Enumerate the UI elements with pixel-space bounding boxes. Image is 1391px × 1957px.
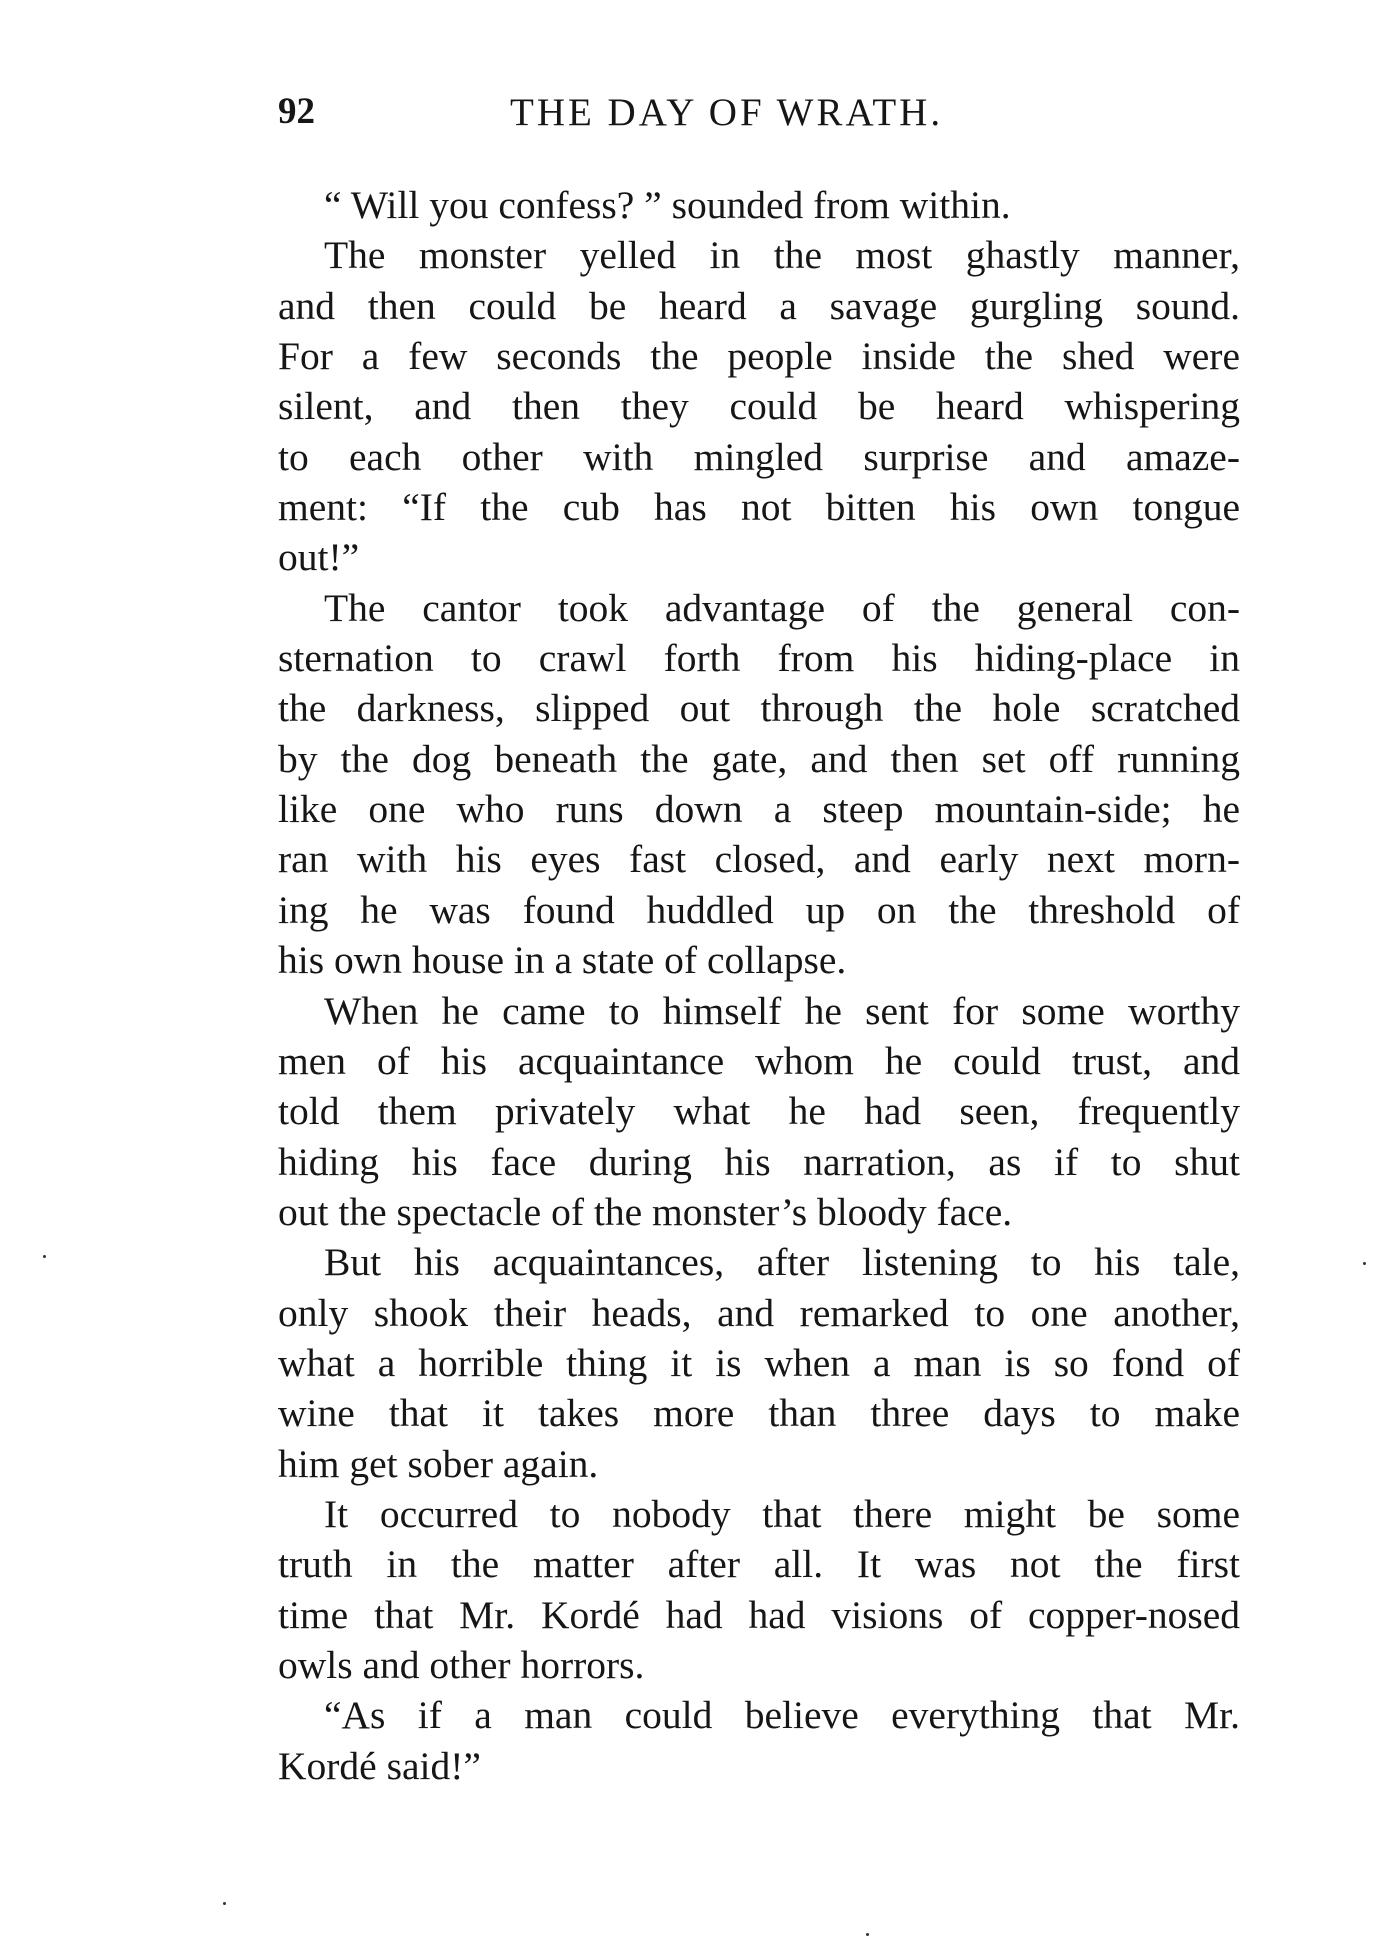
text-line: sternation to crawl forth from his hiding-place in (278, 636, 1240, 681)
text-line: ing he was found huddled up on the threshold of (278, 887, 1240, 932)
text-line: silent, and then they could be heard whispering (278, 384, 1240, 429)
text-line: and then could be heard a savage gurgling sound. (278, 283, 1240, 328)
running-head (278, 90, 1238, 142)
text-line: It occurred to nobody that there might be some (324, 1491, 1240, 1536)
text-line: The monster yelled in the most ghastly manner, (324, 233, 1240, 278)
page-number: 92 (278, 91, 315, 132)
text-line: out the spectacle of the monster’s bloody face. (278, 1189, 1013, 1234)
text-line: But his acquaintances, after listening to his tale, (324, 1240, 1240, 1285)
scan-speck (866, 1933, 869, 1936)
text-line: For a few seconds the people inside the shed were (278, 334, 1240, 379)
text-line: truth in the matter after all. It was not the first (278, 1542, 1240, 1587)
running-title: THE DAY OF WRATH. (510, 91, 944, 134)
text-line: what a horrible thing it is when a man is so fond of (278, 1340, 1240, 1385)
text-line: him get sober again. (278, 1441, 599, 1486)
scan-speck (223, 1902, 226, 1905)
text-line: The cantor took advantage of the general con- (324, 585, 1240, 630)
text-line: wine that it takes more than three days to make (278, 1391, 1240, 1436)
body-text (278, 180, 1240, 1791)
text-line: only shook their heads, and remarked to one another, (278, 1290, 1240, 1335)
text-line: ment: “If the cub has not bitten his own tongue (278, 485, 1240, 530)
text-line: “ Will you confess? ” sounded from within. (324, 183, 1011, 227)
scan-speck (43, 1255, 46, 1258)
text-line: When he came to himself he sent for some worthy (324, 988, 1240, 1033)
text-line: to each other with mingled surprise and amaze- (278, 434, 1240, 479)
text-line: by the dog beneath the gate, and then set off running (278, 736, 1240, 781)
text-line: ran with his eyes fast closed, and early next morn- (278, 837, 1240, 882)
text-line: Kordé said!” (278, 1743, 481, 1788)
text-line: “As if a man could believe everything that Mr. (324, 1693, 1240, 1738)
text-line: owls and other horrors. (278, 1642, 645, 1687)
text-line: told them privately what he had seen, frequently (278, 1089, 1240, 1134)
text-line: time that Mr. Kordé had had visions of copper-nosed (278, 1592, 1240, 1637)
scan-speck (1363, 1262, 1366, 1265)
text-line: out!” (278, 535, 360, 580)
text-line: men of his acquaintance whom he could trust, and (278, 1038, 1240, 1083)
text-line: like one who runs down a steep mountain-side; he (278, 787, 1240, 832)
text-line: the darkness, slipped out through the hole scratched (278, 686, 1240, 731)
text-line: hiding his face during his narration, as if to shut (278, 1139, 1240, 1184)
text-line: his own house in a state of collapse. (278, 938, 847, 983)
